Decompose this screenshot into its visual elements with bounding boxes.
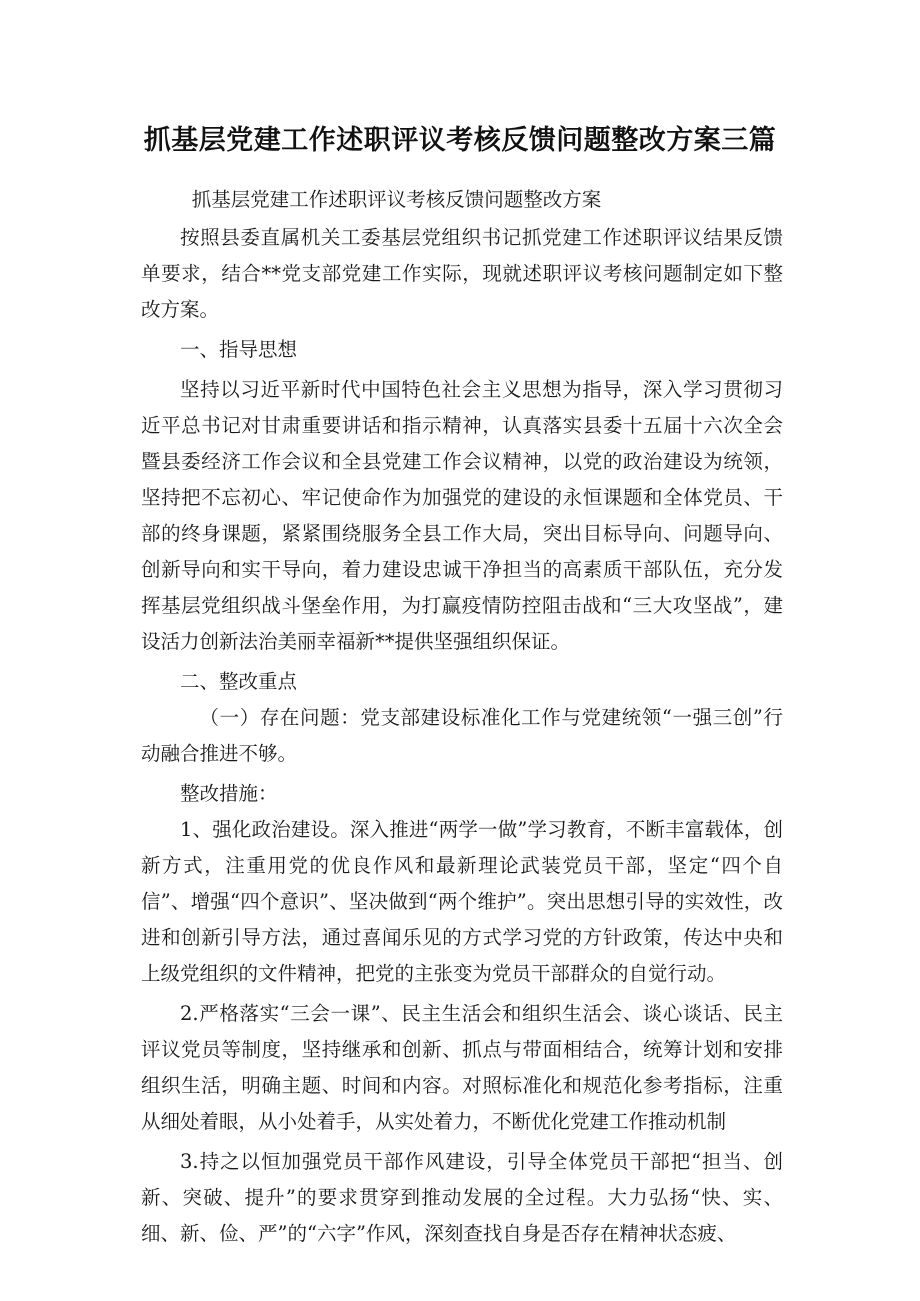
issue-paragraph: （一）存在问题：党支部建设标准化工作与党建统领“一强三创”行动融合推进不够。: [141, 706, 783, 765]
document-body: [141, 178, 783, 1252]
section-heading-rectification-focus: 二、整改重点: [180, 670, 298, 693]
document-subtitle: 抓基层党建工作述职评议考核反馈问题整改方案: [191, 188, 602, 211]
section-heading-guiding-thought: 一、指导思想: [180, 338, 298, 361]
document-title: 抓基层党建工作述职评议考核反馈问题整改方案三篇: [143, 125, 777, 156]
measures-heading: 整改措施：: [180, 782, 278, 805]
measure-3-paragraph: 3.持之以恒加强党员干部作风建设，引导全体党员干部把“担当、创新、突破、提升”的要求贯穿到推动发展的全过程。大力弘扬“快、实、细、新、俭、严”的“六字”作风，深刻查找自身是否存在精神状态疲、: [141, 1150, 783, 1245]
measure-2-paragraph: 2.严格落实“三会一课”、民主生活会和组织生活会、谈心谈话、民主评议党员等制度，坚持继承和创新、抓点与带面相结合，统筹计划和安排组织生活，明确主题、时间和内容。对照标准化和规范化参考指标，注重从细处着眼，从小处着手，从实处着力，不断优化党建工作推动机制: [141, 1002, 783, 1133]
measure-1-paragraph: 1、强化政治建设。深入推进“两学一做”学习教育，不断丰富载体，创新方式，注重用党的优良作风和最新理论武装党员干部，坚定“四个自信”、增强“四个意识”、坚决做到“两个维护”。突出思想引导的实效性，改进和创新引导方法，通过喜闻乐见的方式学习党的方针政策，传达中央和上级党组织的文件精神，把党的主张变为党员干部群众的自觉行动。: [141, 818, 783, 985]
intro-paragraph: 按照县委直属机关工委基层党组织书记抓党建工作述职评议结果反馈单要求，结合**党支部党建工作实际，现就述职评议考核问题制定如下整改方案。: [141, 226, 783, 321]
guiding-thought-paragraph: 坚持以习近平新时代中国特色社会主义思想为指导，深入学习贯彻习近平总书记对甘肃重要讲话和指示精神，认真落实县委十五届十六次全会暨县委经济工作会议和全县党建工作会议精神，以党的政治建设为统领，坚持把不忘初心、牢记使命作为加强党的建设的永恒课题和全体党员、干部的终身课题，紧紧围绕服务全县工作大局，突出目标导向、问题导向、创新导向和实干导向，着力建设忠诚干净担当的高素质干部队伍，充分发挥基层党组织战斗堡垒作用，为打赢疫情防控阻击战和“三大攻坚战”，建设活力创新法治美丽幸福新**提供坚强组织保证。: [141, 378, 783, 653]
